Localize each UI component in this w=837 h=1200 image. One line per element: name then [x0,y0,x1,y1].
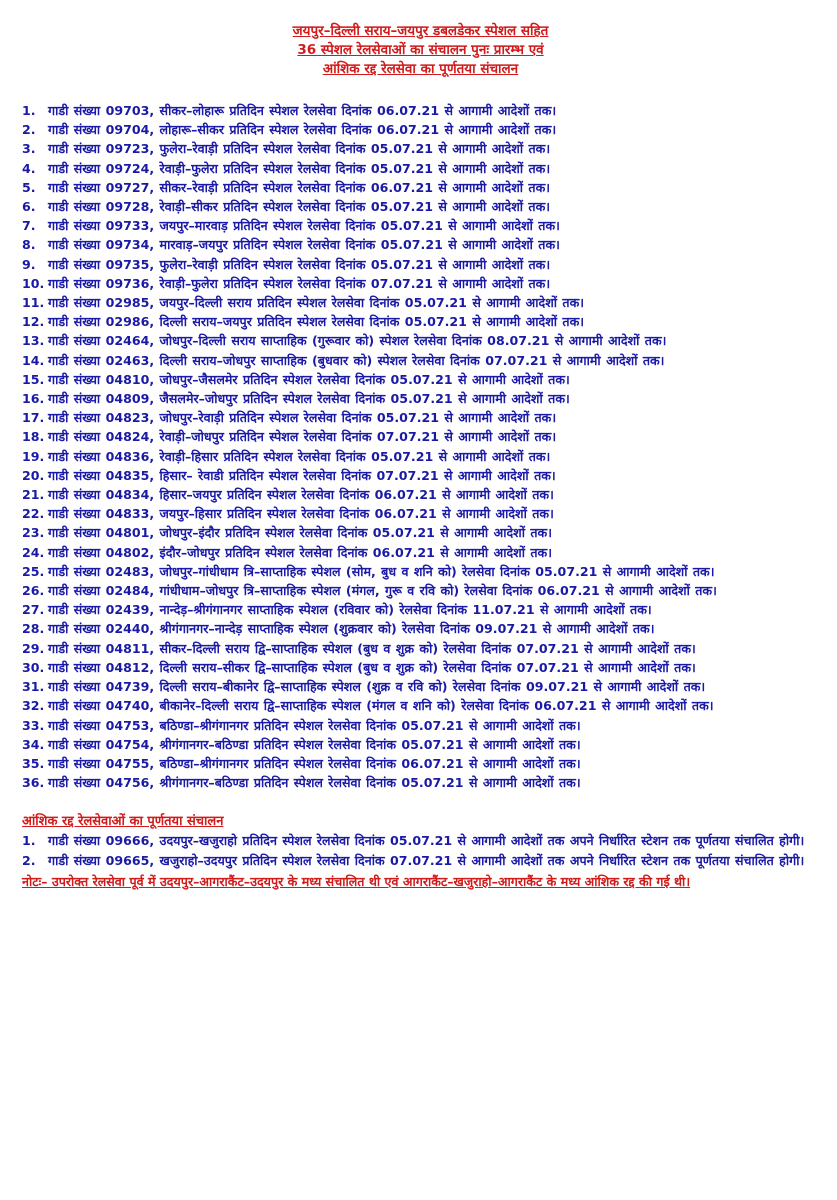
title-line-1: जयपुर–दिल्ली सराय–जयपुर डबलडेकर स्पेशल सहित [292,23,549,39]
item-number: 26. [22,583,45,599]
item-number: 24. [22,544,45,560]
item-number: 19. [22,448,45,464]
list-item [22,101,819,120]
item-text: गाडी संख्या 09703, सीकर–लोहारू प्रतिदिन स्पेशल रेलसेवा दिनांक 06.07.21 से आगामी आदेशों तक। [48,103,557,118]
item-number: 5. [22,179,36,195]
item-text: गाडी संख्या 04836, रेवाड़ी–हिसार प्रतिदिन स्पेशल रेलसेवा दिनांक 05.07.21 से आगामी आदेशों तक। [48,448,551,464]
partial-list [22,831,819,869]
item-text: गाडी संख्या 09733, जयपुर–मारवाड़ प्रतिदिन स्पेशल रेलसेवा दिनांक 05.07.21 से आगामी आदेशों तक। [48,218,560,234]
list-item [22,389,819,408]
list-item [22,216,819,235]
item-number: 8. [22,237,36,253]
item-number: 29. [22,640,45,656]
list-item [22,485,819,504]
train-list [22,101,819,792]
item-text: गाडी संख्या 04754, श्रीगंगानगर–बठिण्डा प्रतिदिन स्पेशल रेलसेवा दिनांक 05.07.21 से आगामी आदेशों तक। [48,736,581,752]
item-number: 23. [22,525,45,541]
item-text: गाडी संख्या 04740, बीकानेर–दिल्ली सराय द्वि–साप्ताहिक स्पेशल (मंगल व शनि को) रेलसेवा दिनांक 06.07.21 से आगामी आदेशों तक। [48,698,714,714]
item-number: 7. [22,218,36,234]
item-number: 34. [22,736,45,752]
item-number: 15. [22,371,45,387]
item-text: गाडी संख्या 04824, रेवाड़ी–जोधपुर प्रतिदिन स्पेशल रेलसेवा दिनांक 07.07.21 से आगामी आदेशों तक। [48,429,557,445]
list-item [22,754,819,773]
list-item [22,197,819,216]
list-item [22,235,819,254]
item-text: गाडी संख्या 09704, लोहारू–सीकर प्रतिदिन स्पेशल रेलसेवा दिनांक 06.07.21 से आगामी आदेशों तक। [48,122,557,138]
item-text: गाडी संख्या 02439, नान्देड़–श्रीगंगानगर साप्ताहिक स्पेशल (रविवार को) रेलसेवा दिनांक 11.07.21 से आगामी आदेशों तक। [48,602,652,618]
document-title [22,22,819,79]
item-text: गाडी संख्या 04755, बठिण्डा–श्रीगंगानगर प्रतिदिन स्पेशल रेलसेवा दिनांक 06.07.21 से आगामी आदेशों तक। [48,755,581,771]
item-number: 20. [22,467,45,483]
item-number: 21. [22,487,45,503]
list-item [22,312,819,331]
item-text: गाडी संख्या 04756, श्रीगंगानगर–बठिण्डा प्रतिदिन स्पेशल रेलसेवा दिनांक 05.07.21 से आगामी आदेशों तक। [48,775,581,791]
item-text: गाडी संख्या 09665, खजुराहो–उदयपुर प्रतिदिन स्पेशल रेलसेवा दिनांक 07.07.21 से आगामी आदेशों तक अपने निर्धारित स्टेशन तक पूर्णतया संचालित होगी। [48,852,805,868]
item-number: 22. [22,506,45,522]
item-number: 25. [22,563,45,579]
item-number: 1. [22,833,36,849]
item-text: गाडी संख्या 09735, फुलेरा–रेवाड़ी प्रतिदिन स्पेशल रेलसेवा दिनांक 05.07.21 से आगामी आदेशों तक। [48,256,551,272]
item-text: गाडी संख्या 02464, जोधपुर–दिल्ली सराय साप्ताहिक (गुरूवार को) स्पेशल रेलसेवा दिनांक 08.07.21 से आगामी आदेशों तक। [48,333,667,349]
item-number: 14. [22,352,45,368]
list-item [22,831,819,850]
item-text: गाडी संख्या 04811, सीकर–दिल्ली सराय द्वि–साप्ताहिक स्पेशल (बुध व शुक्र को) रेलसेवा दिनांक 07.07.21 से आगामी आदेशों तक। [48,640,696,656]
item-number: 6. [22,199,36,215]
item-text: गाडी संख्या 09666, उदयपुर–खजुराहो प्रतिदिन स्पेशल रेलसेवा दिनांक 05.07.21 से आगामी आदेशों तक अपने निर्धारित स्टेशन तक पूर्णतया संचालित होगी। [48,833,805,849]
item-number: 4. [22,160,36,176]
item-text: गाडी संख्या 04801, जोधपुर–इंदौर प्रतिदिन स्पेशल रेलसेवा दिनांक 05.07.21 से आगामी आदेशों तक। [48,525,552,541]
item-number: 36. [22,775,45,791]
item-number: 13. [22,333,45,349]
item-text: गाडी संख्या 04835, हिसार– रेवाडी प्रतिदिन स्पेशल रेलसेवा दिनांक 07.07.21 से आगामी आदेशों तक। [48,467,556,483]
list-item [22,447,819,466]
item-number: 16. [22,391,45,407]
list-item [22,178,819,197]
list-item [22,600,819,619]
list-item [22,851,819,870]
item-number: 10. [22,275,45,291]
item-number: 18. [22,429,45,445]
item-text: गाडी संख्या 04739, दिल्ली सराय–बीकानेर द्वि–साप्ताहिक स्पेशल (शुक्र व रवि को) रेलसेवा दिनांक 09.07.21 से आगामी आदेशों तक। [48,679,706,695]
list-item [22,619,819,638]
list-item [22,562,819,581]
item-number: 2. [22,852,36,868]
item-number: 30. [22,659,45,675]
item-number: 1. [22,103,36,118]
item-text: गाडी संख्या 02440, श्रीगंगानगर–नान्देड़ साप्ताहिक स्पेशल (शुक्रवार को) रेलसेवा दिनांक 09.07.21 से आगामी आदेशों तक। [48,621,655,637]
list-item [22,408,819,427]
item-number: 17. [22,410,45,426]
list-item [22,466,819,485]
item-number: 28. [22,621,45,637]
list-item [22,504,819,523]
item-number: 27. [22,602,45,618]
list-item [22,716,819,735]
item-text: गाडी संख्या 04823, जोधपुर–रेवाड़ी प्रतिदिन स्पेशल रेलसेवा दिनांक 05.07.21 से आगामी आदेशों तक। [48,410,557,426]
list-item [22,696,819,715]
list-item [22,427,819,446]
item-number: 12. [22,314,45,330]
item-number: 3. [22,141,36,157]
item-text: गाडी संख्या 09734, मारवाड़–जयपुर प्रतिदिन स्पेशल रेलसेवा दिनांक 05.07.21 से आगामी आदेशों तक। [48,237,560,253]
list-item [22,735,819,754]
item-text: गाडी संख्या 02483, जोधपुर–गांधीधाम त्रि–साप्ताहिक स्पेशल (सोम, बुध व शनि को) रेलसेवा दिनांक 05.07.21 से आगामी आदेशों तक। [48,563,715,579]
item-text: गाडी संख्या 04753, बठिण्डा–श्रीगंगानगर प्रतिदिन स्पेशल रेलसेवा दिनांक 05.07.21 से आगामी आदेशों तक। [48,717,581,733]
item-text: गाडी संख्या 02463, दिल्ली सराय–जोधपुर साप्ताहिक (बुधवार को) स्पेशल रेलसेवा दिनांक 07.07.21 से आगामी आदेशों तक। [48,352,665,368]
item-text: गाडी संख्या 04802, इंदौर–जोधपुर प्रतिदिन स्पेशल रेलसेवा दिनांक 06.07.21 से आगामी आदेशों तक। [48,544,552,560]
item-number: 35. [22,755,45,771]
list-item [22,543,819,562]
list-item [22,677,819,696]
item-text: गाडी संख्या 04810, जोधपुर–जैसलमेर प्रतिदिन स्पेशल रेलसेवा दिनांक 05.07.21 से आगामी आदेशों तक। [48,371,570,387]
item-text: गाडी संख्या 02484, गांधीधाम–जोधपुर त्रि–साप्ताहिक स्पेशल (मंगल, गुरू व रवि को) रेलसेवा दिनांक 06.07.21 से आगामी आदेशों तक। [48,583,717,599]
list-item [22,773,819,792]
title-line-3: आंशिक रद्द रेलसेवा का पूर्णतया संचालन [322,61,519,77]
list-item [22,255,819,274]
list-item [22,639,819,658]
item-text: गाडी संख्या 09724, रेवाड़ी–फुलेरा प्रतिदिन स्पेशल रेलसेवा दिनांक 05.07.21 से आगामी आदेशों तक। [48,160,551,176]
item-number: 33. [22,717,45,733]
list-item [22,351,819,370]
item-number: 9. [22,256,36,272]
item-text: गाडी संख्या 04833, जयपुर–हिसार प्रतिदिन स्पेशल रेलसेवा दिनांक 06.07.21 से आगामी आदेशों तक। [48,506,554,522]
item-text: गाडी संख्या 09723, फुलेरा–रेवाड़ी प्रतिदिन स्पेशल रेलसेवा दिनांक 05.07.21 से आगामी आदेशों तक। [48,141,551,157]
note-text: नोटः– उपरोक्त रेलसेवा पूर्व में उदयपुर–आगराकैंट–उदयपुर के मध्य संचालित थी एवं आगराकैंट–खजुराहो–आगराकैंट के मध्य आंशिक रद्द की गई थी। [22,873,691,889]
list-item [22,293,819,312]
item-number: 11. [22,295,45,311]
item-text: गाडी संख्या 04809, जैसलमेर–जोधपुर प्रतिदिन स्पेशल रेलसेवा दिनांक 05.07.21 से आगामी आदेशों तक। [48,391,570,407]
item-text: गाडी संख्या 04834, हिसार–जयपुर प्रतिदिन स्पेशल रेलसेवा दिनांक 06.07.21 से आगामी आदेशों तक। [48,487,554,503]
list-item [22,139,819,158]
item-number: 32. [22,698,45,714]
list-item [22,523,819,542]
item-text: गाडी संख्या 02985, जयपुर–दिल्ली सराय प्रतिदिन स्पेशल रेलसेवा दिनांक 05.07.21 से आगामी आदेशों तक। [48,295,585,311]
list-item [22,120,819,139]
item-number: 31. [22,679,45,695]
item-text: गाडी संख्या 09727, सीकर–रेवाड़ी प्रतिदिन स्पेशल रेलसेवा दिनांक 06.07.21 से आगामी आदेशों तक। [48,179,551,195]
list-item [22,274,819,293]
item-text: गाडी संख्या 09736, रेवाड़ी–फुलेरा प्रतिदिन स्पेशल रेलसेवा दिनांक 07.07.21 से आगामी आदेशों तक। [48,275,551,291]
list-item [22,331,819,350]
item-text: गाडी संख्या 09728, रेवाड़ी–सीकर प्रतिदिन स्पेशल रेलसेवा दिनांक 05.07.21 से आगामी आदेशों तक। [48,199,551,215]
title-line-2: 36 स्पेशल रेलसेवाओं का संचालन पुनः प्रारम्भ एवं [297,42,544,58]
list-item [22,370,819,389]
item-text: गाडी संख्या 02986, दिल्ली सराय–जयपुर प्रतिदिन स्पेशल रेलसेवा दिनांक 05.07.21 से आगामी आदेशों तक। [48,314,585,330]
partial-section-heading: आंशिक रद्द रेलसेवाओं का पूर्णतया संचालन [22,814,224,830]
list-item [22,658,819,677]
list-item [22,159,819,178]
item-text: गाडी संख्या 04812, दिल्ली सराय–सीकर द्वि–साप्ताहिक स्पेशल (बुध व शुक्र को) रेलसेवा दिनांक 07.07.21 से आगामी आदेशों तक। [48,659,696,675]
list-item [22,581,819,600]
item-number: 2. [22,122,36,138]
